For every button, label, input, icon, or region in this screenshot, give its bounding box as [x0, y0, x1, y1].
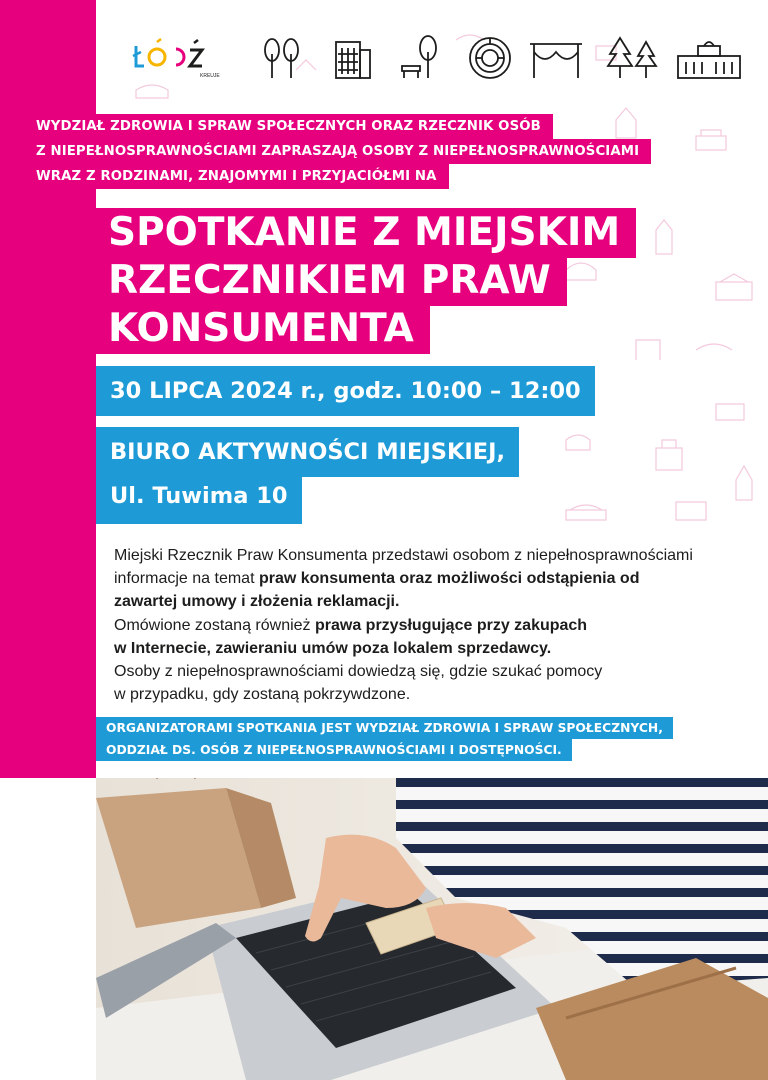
description-text: informacje na temat [114, 570, 259, 588]
maze-icon [470, 38, 510, 78]
description-bold-text: prawa przysługujące przy zakupach [314, 616, 588, 634]
description-line [114, 567, 744, 590]
lodz-kreuje-logo [130, 36, 220, 80]
palace-icon [678, 42, 740, 78]
event-description [114, 544, 744, 706]
description-bold-text: praw konsumenta oraz możliwości odstąpienia od [258, 570, 640, 588]
trees-icon [265, 39, 298, 78]
organizers-line-2: ODDZIAŁ DS. OSÓB Z NIEPEŁNOSPRAWNOŚCIAMI I DOSTĘPNOŚCI. [96, 739, 572, 761]
description-line [114, 614, 744, 637]
organizers-line-1: ORGANIZATORAMI SPOTKANIA JEST WYDZIAŁ ZDROWIA I SPRAW SPOŁECZNYCH, [96, 717, 673, 739]
event-place-line-1: BIURO AKTYWNOŚCI MIEJSKIEJ, [96, 427, 519, 477]
title-line-1: SPOTKANIE Z MIEJSKIM [96, 208, 636, 258]
description-line [114, 590, 744, 613]
spruce-trees-icon [608, 38, 656, 78]
bridge-icon [530, 44, 582, 78]
description-bold-text: w Internecie, zawieraniu umów poza lokalem sprzedawcy. [114, 639, 552, 657]
invitation-line-1: WYDZIAŁ ZDROWIA I SPRAW SPOŁECZNYCH ORAZ RZECZNIK OSÓB [24, 114, 553, 139]
description-text: Omówione zostaną również [114, 616, 315, 634]
building-icon [336, 42, 370, 78]
title-line-3: KONSUMENTA [96, 304, 430, 354]
invitation-line-2: Z NIEPEŁNOSPRAWNOŚCIAMI ZAPRASZAJĄ OSOBY Z NIEPEŁNOSPRAWNOŚCIAMI [24, 139, 651, 164]
event-place-line-2: Ul. Tuwima 10 [96, 474, 302, 524]
online-shopping-photo [96, 778, 768, 1080]
description-bold-text: zawartej umowy i złożenia reklamacji. [114, 593, 400, 611]
description-line: Osoby z niepełnosprawnościami dowiedzą się, gdzie szukać pomocy [114, 663, 603, 681]
invitation-line-3: WRAZ Z RODZINAMI, ZNAJOMYMI I PRZYJACIÓŁMI NA [24, 164, 449, 189]
park-bench-icon [402, 36, 436, 78]
svg-text:KREUJE: KREUJE [200, 73, 220, 79]
title-line-2: RZECZNIKIEM PRAW [96, 256, 567, 306]
description-line [114, 637, 744, 660]
city-icons-row [258, 32, 748, 82]
description-line: w przypadku, gdy zostaną pokrzywdzone. [114, 686, 411, 704]
description-line: Miejski Rzecznik Praw Konsumenta przedstawi osobom z niepełnosprawnościami [114, 547, 693, 564]
event-date: 30 LIPCA 2024 r., godz. 10:00 – 12:00 [96, 366, 595, 416]
